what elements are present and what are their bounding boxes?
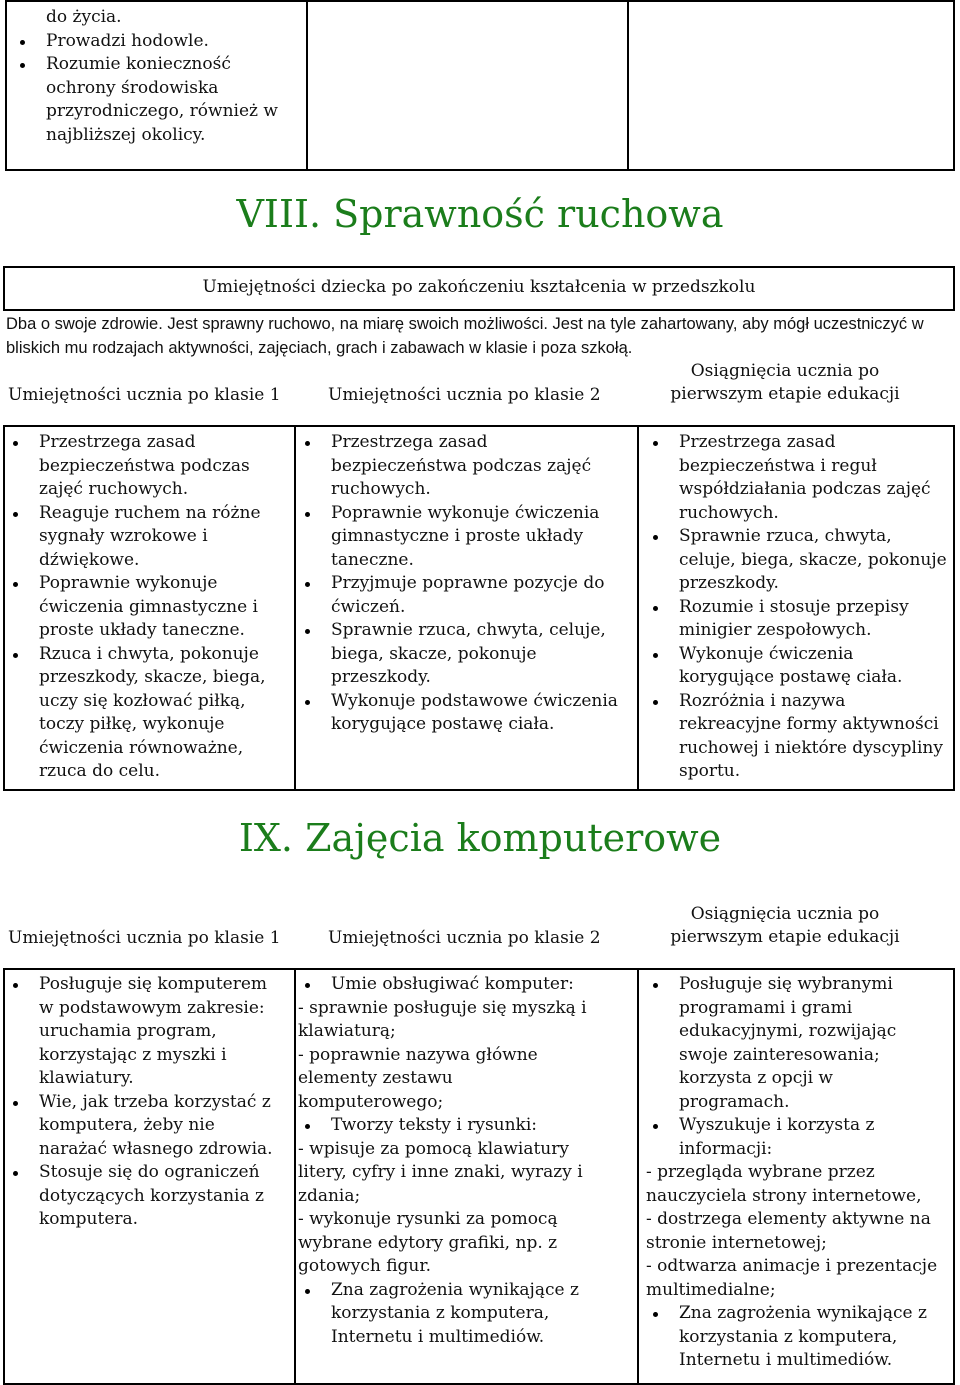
s9-col1-list <box>6 973 286 1232</box>
s8-col1-list <box>6 431 286 784</box>
list-item: Wykonuje podstawowe ćwiczenia korygujące postawę ciała. <box>298 690 618 737</box>
s9-col3-heading: Osiągnięcia ucznia po pierwszym etapie edukacji <box>670 904 900 947</box>
list-item: - wykonuje rysunki za pomocą wybrane edytory grafiki, np. z gotowych figur. <box>298 1209 558 1276</box>
list-item: Wyszukuje i korzysta z informacji: <box>646 1114 946 1161</box>
list-item: Posługuje się wybranymi programami i grami edukacyjnymi, rozwijając swoje zainteresowania; korzysta z opcji w programach. <box>646 973 946 1114</box>
list-item: Posługuje się komputerem w podstawowym zakresie: uruchamia program, korzystając z myszki i klawiatury. <box>6 973 286 1091</box>
s8-col3-list <box>646 431 949 784</box>
list-item: Wykonuje ćwiczenia korygujące postawę ciała. <box>646 643 949 690</box>
s8-col2-list <box>298 431 618 737</box>
s8-col3-heading: Osiągnięcia ucznia po pierwszym etapie edukacji <box>670 361 900 404</box>
section-8-title: VIII. Sprawność ruchowa <box>236 192 724 236</box>
list-item: Tworzy teksty i rysunki: <box>298 1114 598 1138</box>
list-item: Przestrzega zasad bezpieczeństwa podczas zajęć ruchowych. <box>298 431 618 502</box>
list-item: Rzuca i chwyta, pokonuje przeszkody, skacze, biega, uczy się kozłować piłką, toczy piłkę, wykonuje ćwiczenia równoważne, rzuca do celu. <box>6 643 286 784</box>
list-item: Rozumie i stosuje przepisy minigier zespołowych. <box>646 596 949 643</box>
list-item: Zna zagrożenia wynikające z korzystania z komputera, Internetu i multimediów. <box>646 1302 946 1373</box>
s9-col2-heading: Umiejętności ucznia po klasie 2 <box>328 928 601 948</box>
list-item: Przestrzega zasad bezpieczeństwa podczas zajęć ruchowych. <box>6 431 286 502</box>
list-item: - odtwarza animacje i prezentacje multimedialne; <box>646 1256 938 1300</box>
list-item: Zna zagrożenia wynikające z korzystania z komputera, Internetu i multimediów. <box>298 1279 598 1350</box>
list-item: - sprawnie posługuje się myszką i klawiaturą; <box>298 997 587 1041</box>
list-item: Przyjmuje poprawne pozycje do ćwiczeń. <box>298 572 618 619</box>
list-item: do życia. <box>46 7 122 27</box>
s8-col2-heading: Umiejętności ucznia po klasie 2 <box>328 385 601 405</box>
list-item: - przegląda wybrane przez nauczyciela strony internetowe, <box>646 1162 922 1206</box>
list-item: Umie obsługiwać komputer: <box>298 973 598 997</box>
top-table-list <box>13 6 298 147</box>
list-item: Sprawnie rzuca, chwyta, celuje, biega, skacze, pokonuje przeszkody. <box>298 619 618 690</box>
list-item: Sprawnie rzuca, chwyta, celuje, biega, skacze, pokonuje przeszkody. <box>646 525 949 596</box>
list-item: - poprawnie nazywa główne elementy zestawu komputerowego; <box>298 1044 538 1112</box>
list-item: Rozumie konieczność ochrony środowiska przyrodniczego, również w najbliższej okolicy. <box>13 53 298 147</box>
list-item: Reaguje ruchem na różne sygnały wzrokowe i dźwiękowe. <box>6 502 286 573</box>
preschool-text: Dba o swoje zdrowie. Jest sprawny ruchowo, na miarę swoich możliwości. Jest na tyle zahartowany, aby mógł uczestniczyć w bliskich mu rodzajach aktywności, zajęciach, grach i zabawach w klasie i poza szkołą. <box>6 315 924 357</box>
list-item: - dostrzega elementy aktywne na stronie internetowej; <box>646 1209 931 1253</box>
list-item: Wie, jak trzeba korzystać z komputera, żeby nie narażać własnego zdrowia. <box>6 1091 286 1162</box>
s8-col1-heading: Umiejętności ucznia po klasie 1 <box>8 385 281 405</box>
list-item: - wpisuje za pomocą klawiatury litery, cyfry i inne znaki, wyrazy i zdania; <box>298 1138 583 1206</box>
s9-col3-list <box>646 973 946 1373</box>
list-item: Prowadzi hodowle. <box>13 30 298 54</box>
s9-col1-heading: Umiejętności ucznia po klasie 1 <box>8 928 281 948</box>
preschool-heading: Umiejętności dziecka po zakończeniu kształcenia w przedszkolu <box>202 277 756 297</box>
list-item: Poprawnie wykonuje ćwiczenia gimnastyczne i proste układy taneczne. <box>6 572 286 643</box>
list-item: Poprawnie wykonuje ćwiczenia gimnastyczne i proste układy taneczne. <box>298 502 618 573</box>
list-item: Przestrzega zasad bezpieczeństwa i reguł współdziałania podczas zajęć ruchowych. <box>646 431 949 525</box>
section-9-title: IX. Zajęcia komputerowe <box>238 816 722 860</box>
list-item: Rozróżnia i nazywa rekreacyjne formy aktywności ruchowej i niektóre dyscypliny sportu. <box>646 690 949 784</box>
list-item: Stosuje się do ograniczeń dotyczących korzystania z komputera. <box>6 1161 286 1232</box>
s9-col2-list <box>298 973 598 1349</box>
